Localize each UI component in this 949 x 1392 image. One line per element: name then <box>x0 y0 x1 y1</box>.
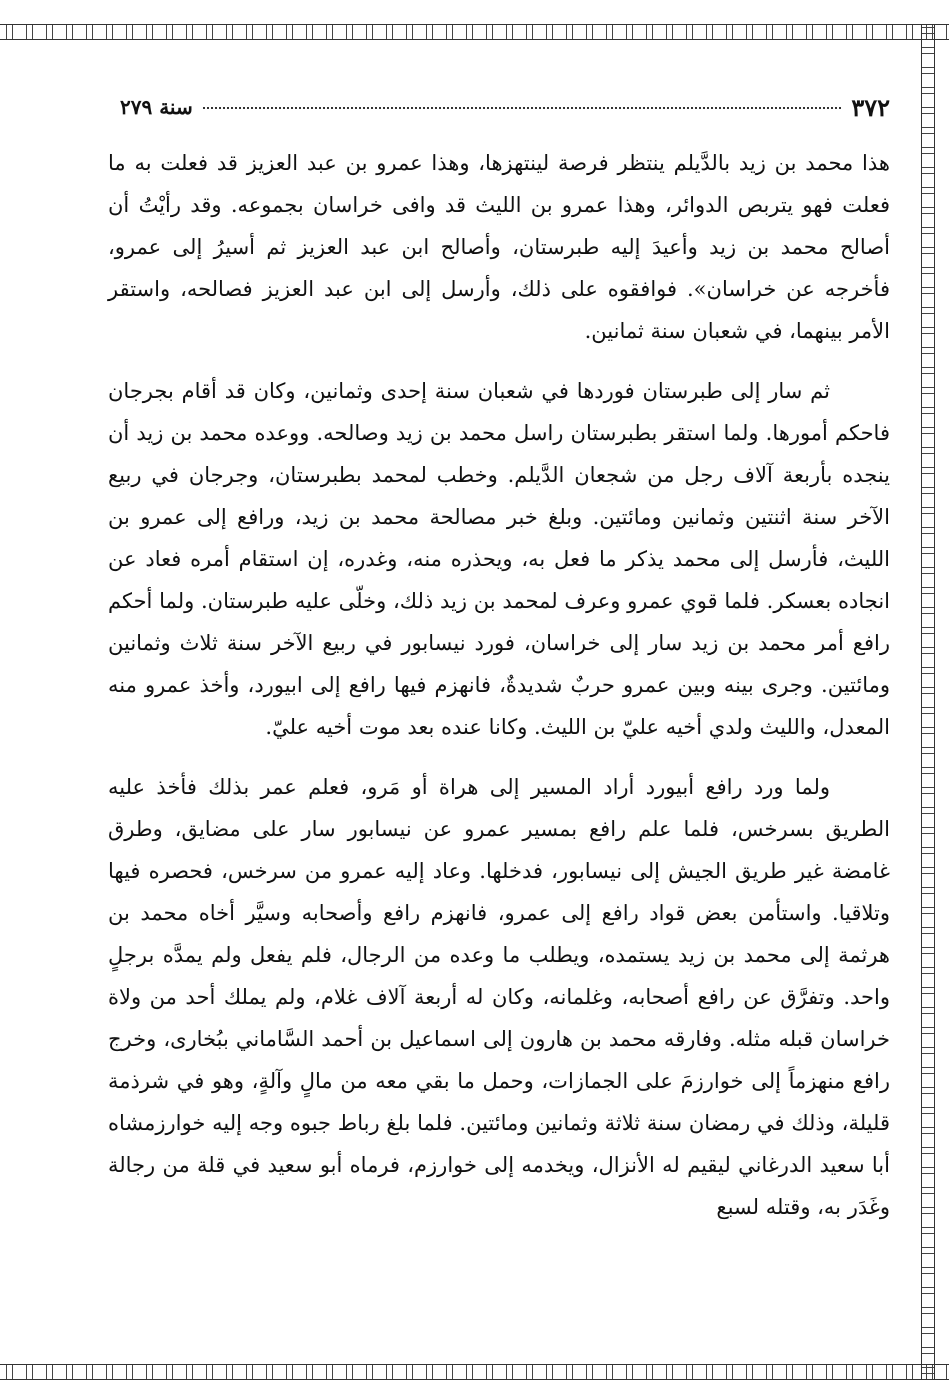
page-header <box>120 92 890 122</box>
paragraph-3: ولما ورد رافع أبيورد أراد المسير إلى هراة أو مَرو، فعلم عمر بذلك فأخذ عليه الطريق بسرخس، فلما علم رافع بمسير عمرو عن نيسابور سار على مضايق، وطرق غامضة غير طريق الجيش إلى نيسابور، فدخلها. وعاد إليه عمرو من سرخس، فحصره فيها وتلاقيا. واستأمن بعض قواد رافع إلى عمرو، فانهزم رافع وأصحابه وسيَّر أخاه محمد بن هرثمة إلى محمد بن زيد يستمده، ويطلب ما وعده من الرجال، فلم يفعل ولم يمدَّه برجلٍ واحد. وتفرَّق عن رافع أصحابه، وغلمانه، وكان له أربعة آلاف غلام، ولم يملك أحد من ولاة خراسان قبله مثله. وفارقه محمد بن هارون إلى اسماعيل بن أحمد السَّاماني ببُخارى، وخرج رافع منهزماً إلى خوارزمَ على الجمازات، وحمل ما بقي معه من مالٍ وآلةٍ، وهو في شرذمة قليلة، وذلك في رمضان سنة ثلاثة وثمانين ومائتين. فلما بلغ رباط جبوه وجه إليه خوارزمشاه أبا سعيد الدرغاني ليقيم له الأنزال، ويخدمه إلى خوارزم، فرماه أبو سعيد في قلة من رجالة وغَدَر به، وقتله لسبع <box>108 775 890 1219</box>
paragraph-1: هذا محمد بن زيد بالدَّيلم ينتظر فرصة لينتهزها، وهذا عمرو بن عبد العزيز قد فعلت به ما فعلت فهو يتربص الدوائر، وهذا عمرو بن الليث قد وافى خراسان بجموعه. وقد رأيْتُ أن أصالح محمد بن زيد وأعيدَ إليه طبرستان، وأصالح ابن عبد العزيز ثم أسيرُ إلى عمرو، فأخرجه عن خراسان». فوافقوه على ذلك، وأرسل إلى ابن عبد العزيز فصالحه، واستقر الأمر بينهما، في شعبان سنة ثمانين. <box>108 151 890 343</box>
running-title-year: سنة ٢٧٩ <box>120 95 193 119</box>
right-ornamental-border <box>921 24 935 1380</box>
page-number: ٣٧٢ <box>851 92 890 122</box>
page-body <box>108 142 890 1246</box>
paragraph-2: ثم سار إلى طبرستان فوردها في شعبان سنة إحدى وثمانين، وكان قد أقام بجرجان فاحكم أمورها. ولما استقر بطبرستان راسل محمد بن زيد وصالحه. ووعده محمد بن زيد أن ينجده بأربعة آلاف رجل من شجعان الدَّيلم. وخطب لمحمد بطبرستان، وجرجان في ربيع الآخر سنة اثنتين وثمانين ومائتين. وبلغ خبر مصالحة محمد بن زيد، ورافع إلى عمرو بن الليث، فأرسل إلى محمد يذكر ما فعل به، ويحذره منه، وغدره، إن استقام أمره فعاد عن انجاده بعسكر. فلما قوي عمرو وعرف لمحمد بن زيد ذلك، وخلّى عليه طبرستان. ولما أحكم رافع أمر محمد بن زيد سار إلى خراسان، فورد نيسابور في ربيع الآخر سنة ثلاث وثمانين ومائتين. وجرى بينه وبين عمرو حربٌ شديدةٌ، فانهزم فيها رافع إلى ابيورد، وأخذ عمرو منه المعدل، والليث ولدي أخيه عليّ بن الليث. وكانا عنده بعد موت أخيه عليّ. <box>108 379 891 739</box>
bottom-ornamental-border <box>0 1364 949 1380</box>
top-ornamental-border <box>0 24 949 40</box>
header-dotted-rule <box>203 105 842 109</box>
